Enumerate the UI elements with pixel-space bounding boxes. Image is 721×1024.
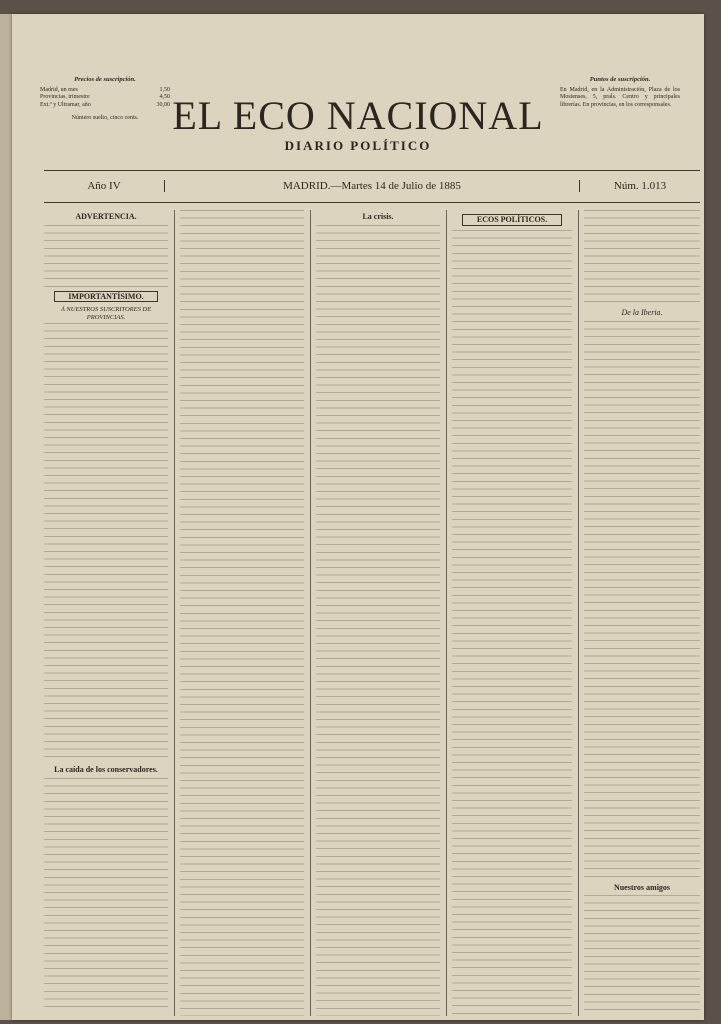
- masthead: [12, 14, 704, 164]
- text-block: [584, 895, 700, 1015]
- price-row: Ext.º y Ultramar, año 30,00: [40, 101, 170, 108]
- text-block: [584, 210, 700, 306]
- column-heading: Nuestros amigos: [613, 882, 671, 892]
- text-block: [44, 778, 168, 1008]
- dateline: [44, 174, 700, 198]
- column-divider: [310, 210, 311, 1016]
- text-block: [44, 323, 168, 763]
- newspaper-title: EL ECO NACIONAL: [172, 93, 544, 138]
- column-3: [316, 210, 440, 1016]
- price-row: Provincias, trimestre 4,50: [40, 94, 170, 100]
- column-heading: La caída de los conservadores.: [54, 765, 158, 775]
- single-copy-note: Número suelto, cinco cents.: [71, 115, 139, 121]
- subscription-points: [560, 76, 680, 109]
- text-block: [44, 225, 168, 287]
- text-block: [452, 230, 572, 1016]
- column-divider: [446, 210, 447, 1016]
- column-heading: ADVERTENCIA.: [75, 212, 137, 221]
- newspaper-page: [12, 14, 704, 1020]
- column-heading: La crisis.: [362, 212, 394, 221]
- top-rule: [44, 170, 700, 171]
- column-box-heading: ECOS POLÍTICOS.: [462, 214, 562, 226]
- text-block: [584, 321, 700, 881]
- column-5: [584, 210, 700, 1016]
- column-4: [452, 210, 572, 1016]
- column-2: [180, 210, 304, 1016]
- column-subheading: Á NUESTROS SUSCRITORES DE PROVINCIAS.: [60, 306, 152, 321]
- newspaper-subtitle: DIARIO POLÍTICO: [284, 138, 432, 153]
- prices-heading: Precios de suscripción.: [74, 76, 136, 83]
- issue-year: Año IV: [87, 180, 121, 192]
- issue-date: MADRID.—Martes 14 de Julio de 1885: [164, 180, 580, 192]
- points-heading: Puntos de suscripción.: [589, 76, 651, 83]
- column-box-heading: IMPORTANTÍSIMO.: [54, 291, 158, 303]
- bottom-rule: [44, 202, 700, 203]
- article-columns: [44, 210, 700, 1016]
- text-block: [180, 210, 304, 1016]
- column-heading: De la Iberia.: [621, 308, 663, 317]
- column-divider: [174, 210, 175, 1016]
- price-row: Madrid, un mes 1,50: [40, 86, 170, 93]
- issue-number: Núm. 1.013: [613, 180, 667, 192]
- page-edge: [0, 14, 12, 1020]
- points-text: En Madrid, en la Administración, Plaza de los Mostenses, 5, prals. Centro y principales librerías. En provincias, en los corresponsales.: [560, 86, 680, 108]
- column-divider: [578, 210, 579, 1016]
- column-1: [44, 210, 168, 1016]
- text-block: [316, 225, 440, 1016]
